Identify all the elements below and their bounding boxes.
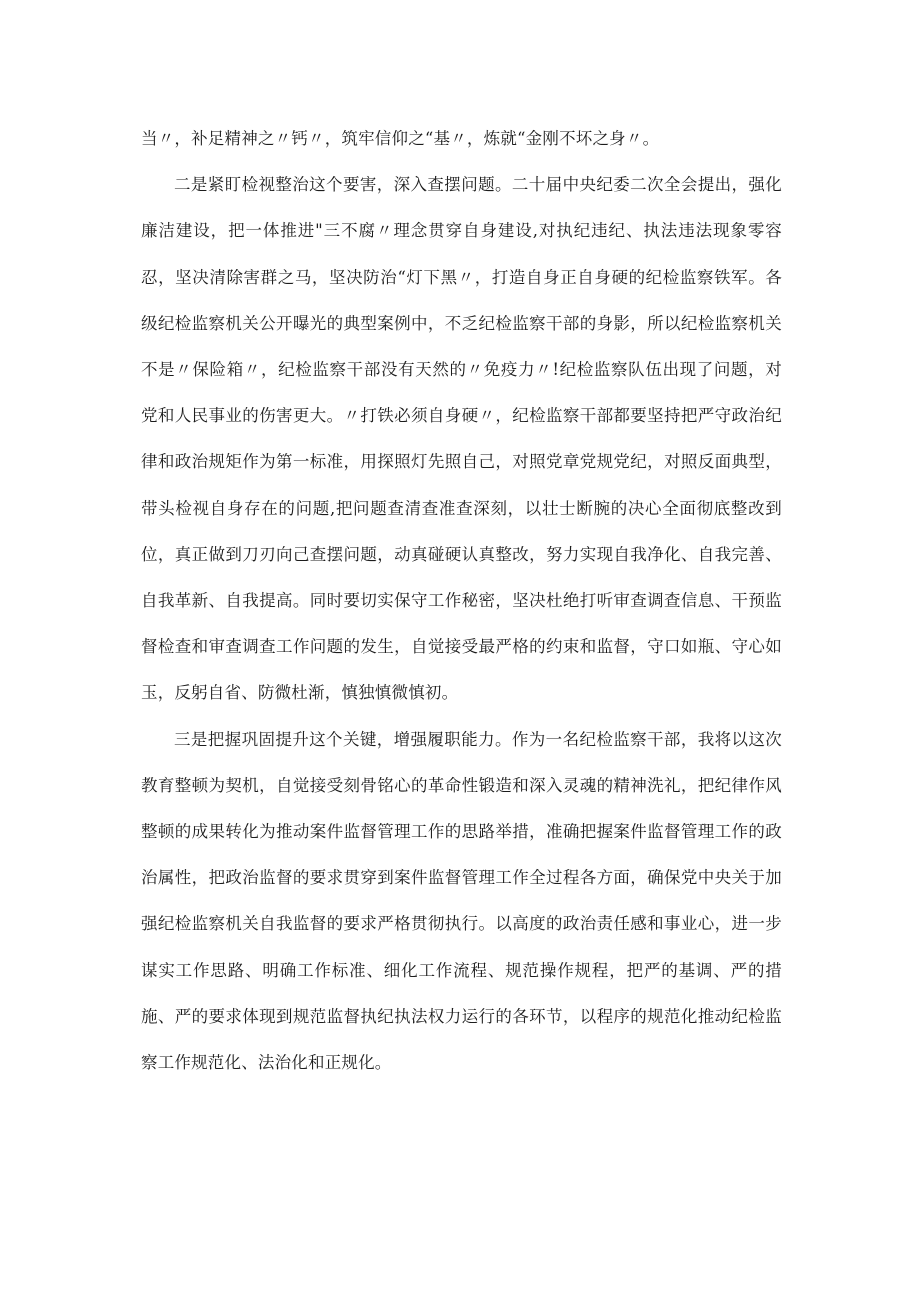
- document-page: [141, 116, 782, 1086]
- paragraph-continuation: 当〃，补足精神之〃钙〃，筑牢信仰之“基〃，炼就“金刚不坏之身〃。: [141, 129, 660, 148]
- paragraph-second-point: 二是紧盯检视整治这个要害，深入查摆问题。二十届中央纪委二次全会提出，强化廉洁建设，把一体推进"三不腐〃理念贯穿自身建设,对执纪违纪、执法违法现象零容忍，坚决清除害群之马，坚决防治“灯下黑〃，打造自身正自身硬的纪检监察铁军。各级纪检监察机关公开曝光的典型案例中，不乏纪检监察干部的身影，所以纪检监察机关不是〃保险箱〃，纪检监察干部没有天然的〃免疫力〃!纪检监察队伍出现了问题，对党和人民事业的伤害更大。〃打铁必须自身硬〃，纪检监察干部都要坚持把严守政治纪律和政治规矩作为第一标准，用探照灯先照自己，对照党章党规党纪，对照反面典型，带头检视自身存在的问题,把问题查清查准查深刻，以壮士断腕的决心全面彻底整改到位，真正做到刀刃向己查摆问题，动真碰硬认真整改，努力实现自我净化、自我完善、自我革新、自我提高。同时要切实保守工作秘密，坚决杜绝打听审查调查信息、干预监督检查和审查调查工作问题的发生，自觉接受最严格的约束和监督，守口如瓶、守心如玉，反躬自省、防微杜渐，慎独慎微慎初。: [141, 175, 782, 703]
- paragraph-third-point: 三是把握巩固提升这个关键，增强履职能力。作为一名纪检监察干部，我将以这次教育整顿为契机，自觉接受刻骨铭心的革命性锻造和深入灵魂的精神洗礼，把纪律作风整顿的成果转化为推动案件监督管理工作的思路举措，准确把握案件监督管理工作的政治属性，把政治监督的要求贯穿到案件监督管理工作全过程各方面，确保党中央关于加强纪检监察机关自我监督的要求严格贯彻执行。以高度的政治责任感和事业心，进一步谋实工作思路、明确工作标准、细化工作流程、规范操作规程，把严的基调、严的措施、严的要求体现到规范监督执纪执法权力运行的各环节，以程序的规范化推动纪检监察工作规范化、法治化和正规化。: [141, 729, 782, 1073]
